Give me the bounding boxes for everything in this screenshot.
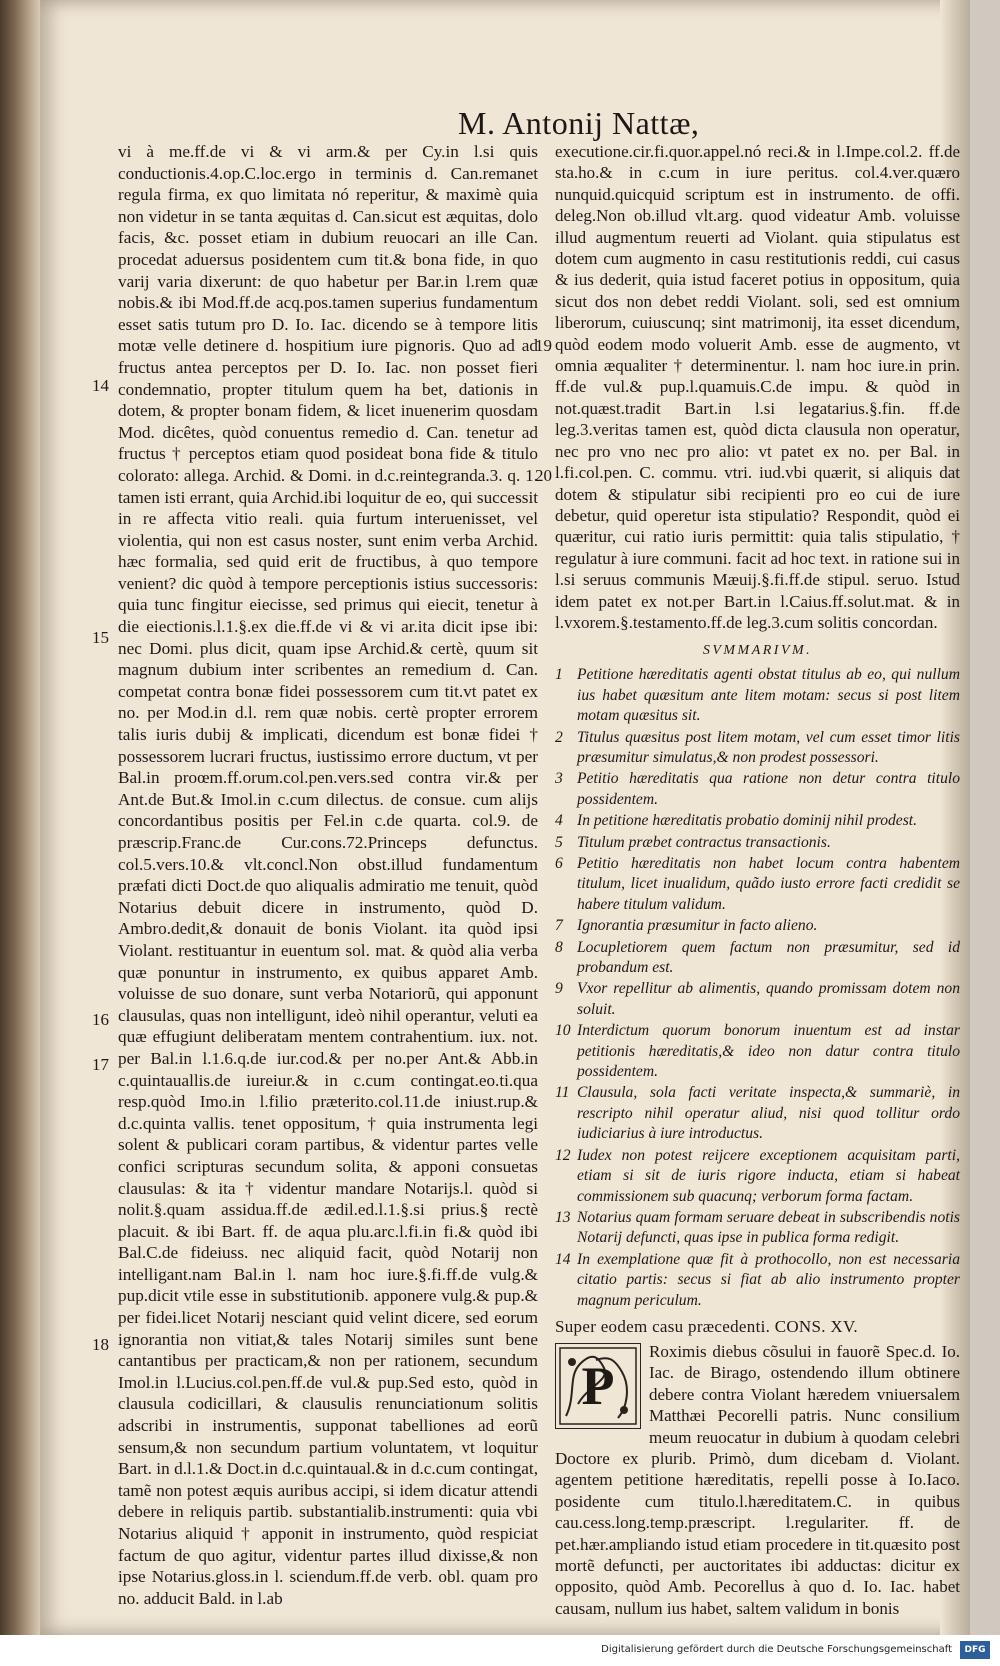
summary-item-text: In exemplatione quæ fit à prothocollo, non est necessaria citatio partis: secus si fiat ab alio instrumento propter magnum periculum.	[577, 1250, 960, 1309]
summary-item-number: 1	[555, 666, 563, 684]
margin-number: 18	[92, 1335, 109, 1354]
consilium-text: Roximis diebus cõsului in fauorẽ Spec.d. Io. Iac. de Birago, ostendendo illum obtinere debere contra Violant hæredem vniuersalem Matthæi Pecorelli patris. Nunc consilium meum reuocatur in dubium à quodam celebri Doctore ex plurib. Primò, dum dicebam d. Violant. agentem petitione hæreditatis, repelli posse à Io.Iaco. posidente cum titulo.l.hæreditatem.C. in quibus cau.cess.long.temp.præscript. l.regulariter. ff. de pet.hær.ampliando istud etiam procedere in tit.quæsito post mortẽ defuncti, per auctoritates ibi adductas: dicitur ex opposito, quòd Amb. Pecorellus à quo d. Io. Iac. habet causam, nullum ius habet, saltem validum in bonis	[555, 1341, 960, 1618]
summary-item-text: Petitio hæreditatis non habet locum contra habentem titulum, licet inualidum, quãdo iusto errore facti credidit se habere titulum validum.	[577, 855, 960, 913]
margin-number: 15	[92, 628, 109, 647]
summary-item	[555, 1208, 960, 1249]
summary-item-text: Vxor repellitur ab alimentis, quando promissam dotem non soluit.	[577, 980, 960, 1018]
margin-number: 14	[92, 376, 109, 395]
summary-item-text: Titulus quæsitus post litem motam, vel cum esset timor litis præsumitur simulatus,& non prodest possessori.	[577, 728, 960, 766]
margin-number: 16	[92, 1010, 109, 1029]
decorated-initial	[555, 1343, 641, 1429]
summary-item-number: 11	[555, 1084, 570, 1102]
summary-item	[555, 916, 960, 936]
footer-strip	[0, 1635, 1000, 1666]
summary-item-text: Iudex non potest reijcere exceptionem acquisitam parti, etiam si sit de iuris rigore inducta, etiam si habeat commissionem sub quacunq; verborum forma factam.	[577, 1146, 960, 1205]
summary-list	[555, 665, 960, 1311]
summary-item	[555, 1250, 960, 1311]
margin-number: 17	[92, 1055, 109, 1074]
summary-item	[555, 769, 960, 810]
summary-item-number: 4	[555, 812, 563, 830]
decorated-initial-image	[558, 1346, 638, 1426]
summary-item-number: 12	[555, 1146, 571, 1164]
summary-item	[555, 1146, 960, 1207]
book-binding	[0, 0, 40, 1666]
dfg-logo: DFG	[960, 1641, 990, 1659]
summary-item-text: Clausula, sola facti veritate inspecta,& summariè, in rescripto nihil operatur aliud, nisi quod tollitur ordo iudiciarius à iure introductus.	[577, 1084, 960, 1143]
dropcap-letter: P	[581, 1355, 615, 1416]
left-column-text: vi à me.ff.de vi & vi arm.& per Cy.in l.si quis conductionis.4.op.C.loc.ergo in terminis d. Can.remanet regula firma, ex quo limitata nó reperitur, & maximè quia non videtur in se tanta æquitas d. Can.sicut est æquitas, dolo facis, &c. posset etiam in dubium reuocari an ille Can. procedat aduersus posidentem cum tit.& bona fide, in quo varij varia dixerunt: de quo habetur per Bar.in l.rem quæ nobis.& ibi Mod.ff.de acq.pos.tamen superius fundamentum esset satis tutum pro D. Io. Iac. dicendo se à tempore litis motæ velle detinere d. hospitium iure pignoris. Quo ad ad fructus antea perceptos per D. Io. Iac. non posset fieri condemnatio, propter titulum quem ha bet, dationis in dotem, & propter bonam fidem, & licet inuenerim quosdam Mod. dicêtes, quòd conuentus remedio d. Can. tenetur ad fructus † perceptos etiam quod posideat bona fide & titulo colorato: allega. Archid. & Domi. in d.c.reintegranda.3. q. 1. tamen isti errant, quia Archid.ibi loquitur de eo, qui successit in re affecta vitio reali. quia furtum interuenisset, vel violentia, qui non est casus noster, sunt enim verba Archid. hæc formalia, sed quid erit de fructibus, à quo tempore venient? dic quòd à tempore perceptionis istius successoris: quia tunc fingitur eiecisse, sed primus qui eiecit, tenetur à die eiectionis.l.1.§.ex die.ff.de vi & vi ar.ita dicit ipse ibi: nec Domi. plus dicit, quam ipse Archid.& certè, quum sit magnum dubium inter scribentes an remedium d. Can. competat contra bonæ fidei possessorem cum tit.vt patet ex no. per Mod.in d.l. rem quæ nobis. certè propter errorem talis iuris dubij & implicati, dicendum est bonæ fidei † possessorem lucrari fructus, iustissimo errore ductum, vt per Bal.in proœm.ff.orum.col.pen.vers.sed contra vir.& per Ant.de But.& Imol.in c.cum dilectus. de consue. cum alijs concordantibus positis per Fel.in c.de quarta. col.9. de præscrip.Franc.de Cur.cons.72.Princeps defunctus. col.5.vers.10.& vlt.concl.Non obst.illud fundamentum præfati dicti Doct.de quo aliqualis admiratio me tenuit, quòd Notarius debuit dicere in instrumento, quòd D. Ambro.dedit,& donauit de bonis Violant. ita quòd ipsi Violant. restituantur in euentum sol. mat. & quòd alia verba quæ ponuntur in instrumento, ex quibus apparet Amb. voluisse de suo donare, sunt verba Notariorũ, qui apponunt clausulas, quas non intelligunt, ideò nihil operantur, veluti ea quæ effugiunt deliberatam mentem contrahentium. iux. not. per Bal.in l.1.6.q.de iur.cod.& per no.per Ant.& Abb.in c.quintauallis.de iureiur.& in c.cum contingat.eo.ti.qua resp.quòd Imo.in l.filio præterito.col.11.de iniust.rup.& d.c.quinta vallis. tenet oppositum, † quia instrumenta legi solent & publicari coram partibus, & videntur partes velle confici scripturas secundum solita, & apponi consuetas clausulas: & ita † videntur mandare Notarijs.l. quòd si nolit.§.quam assidua.ff.de ædil.ed.l.1.§.si prius.§ rectè placuit. & ibi Bart. ff. de aqua plu.arc.l.fi.in fi.& quòd ibi Bal.C.de fideiuss. nec aliquid facit, quòd Notarij non intelligant.nam Bal.in l. nam hoc iure.§.fi.ff.de vulg.& pup.dicit vtile esse in substitutionib. apponere vulg.& pup.& per fidei.licet Notarij nesciant quid velint dicere, sed eorum ignorantia non vitiat,& tales Notarij similes sunt bene cantantibus per practicam,& non per rationem, secundum Imol.in l.Lucius.col.pen.ff.de vul.& pup.Sed esto, quòd in clausula codicillari, & clausulis renunciationum solitis adscribi in instrumentis, supponat tabelliones ad eorũ sensum,& non secundum partium voluntatem, vt loquitur Bart. in d.l.1.& Doct.in d.c.quintaual.& in d.c.cum contingat, tamẽ non potest æquis auribus accipi, si idem dicatur attendi debere in reliquis partib. substantialib.instrumenti: quia vbi Notarius aliquid † apponit in instrumento, quòd respiciat factum de quo agitur, videntur partes illud dixisse,& non ipse Notarius.gloss.in l. sciendum.ff.de verb. obl. quam pro no. adducit Bald. in l.ab	[118, 142, 538, 1608]
margin-number: 19	[535, 336, 552, 355]
summary-item-number: 8	[555, 938, 563, 956]
summary-item-text: Ignorantia præsumitur in facto alieno.	[577, 917, 818, 935]
running-head: M. Antonij Nattæ,	[458, 105, 700, 141]
summary-item	[555, 1083, 960, 1144]
summary-item-text: Petitione hæreditatis agenti obstat titulus ab eo, qui nullum ius habet quæsitum ante litem motam: secus si post litem motam quæsitus sit.	[577, 666, 960, 725]
summary-item-text: Notarius quam formam seruare debeat in subscribendis notis Notarij defuncti, quas ipse in publica forma redigit.	[577, 1208, 960, 1247]
summary-item-number: 13	[555, 1208, 571, 1226]
summary-item-number: 2	[555, 728, 563, 746]
summary-item	[555, 854, 960, 915]
summary-item-text: Petitio hæreditatis qua ratione non detur contra titulo possidentem.	[577, 770, 960, 808]
summary-item-number: 14	[555, 1250, 571, 1268]
summary-item-text: Titulum præbet contractus transactionis.	[577, 833, 831, 851]
summary-item-number: 9	[555, 980, 563, 998]
summary-item	[555, 938, 960, 979]
summary-item	[555, 833, 960, 853]
footer-credit: Digitalisierung gefördert durch die Deutsche Forschungsgemeinschaft	[601, 1644, 952, 1655]
summary-item	[555, 811, 960, 831]
summary-item-text: Locupletiorem quem factum non præsumitur, sed id probandum est.	[577, 938, 960, 977]
left-column	[118, 141, 538, 1609]
summary-item	[555, 665, 960, 726]
summary-item	[555, 1021, 960, 1082]
summary-item-text: In petitione hæreditatis probatio dominij nihil prodest.	[577, 812, 918, 830]
margin-number: 20	[535, 466, 552, 485]
summary-item	[555, 979, 960, 1020]
consilium-heading: Super eodem casu præcedenti. CONS. XV.	[555, 1316, 858, 1336]
summary-item-number: 3	[555, 770, 563, 788]
summary-item-text: Interdictum quorum bonorum inuentum est ad instar petitionis hæreditatis,& ideo non datur contra titulo possidentem.	[577, 1022, 960, 1081]
summary-heading: SVMMARIVM.	[702, 643, 813, 659]
summary-item-number: 7	[555, 917, 563, 935]
summary-item-number: 6	[555, 855, 563, 872]
right-column	[555, 141, 960, 1619]
summary-item	[555, 728, 960, 769]
right-column-text: executione.cir.fi.quor.appel.nó reci.& in l.Impe.col.2. ff.de sta.ho.& in c.cum in iure peritus. col.4.ver.quæro nunquid.quicquid scriptum est in instrumento. de offi. deleg.Non ob.illud vlt.arg. quod videatur Amb. voluisse illud augmentum reuerti ad Violant. quia stipulatus est dotem cum augmento in casu restitutionis reddi, cui casus & ius dederit, quia istud faceret potius in oppositum, quia sicut dos non debet reddi Violant. soli, sed est omnium liberorum, cuiuscunq; sint matrimonij, ita esset dicendum, quòd eodem modo voluerit Amb. esse de augmento, vt omnia æqualiter † determinentur. l. nam hoc iure.in prin. ff.de vul.& pup.l.quamuis.C.de impu. & quòd in not.quæst.tradit Bart.in l.si legatarius.§.fin. ff.de leg.3.veritas tamen est, quòd dicta clausula non operatur, nec pro vno nec pro alio: vt patet ex no. per Bal. in l.fi.col.pen. C. commu. vtri. iud.vbi quærit, si aliquis dat dotem & stipulatur sibi recipienti pro eo cui de iure debetur, quid operetur ista stipulatio? Respondit, quòd ei quæritur, cui ratio iuris permittit: quia talis stipulatio, † regulatur à iure communi. facit ad hoc text. in ratione sui in l.si seruus communis Mæuij.§.fi.ff.de stipul. seruo. Istud idem patet ex not.per Bart.in l.Caius.ff.solut.mat. & in l.vxorem.§.testamento.ff.de leg.3.cum solitis concordan.	[555, 142, 960, 632]
consilium-body	[555, 1341, 960, 1619]
summary-item-number: 10	[555, 1022, 571, 1040]
summary-item-number: 5	[555, 833, 563, 851]
